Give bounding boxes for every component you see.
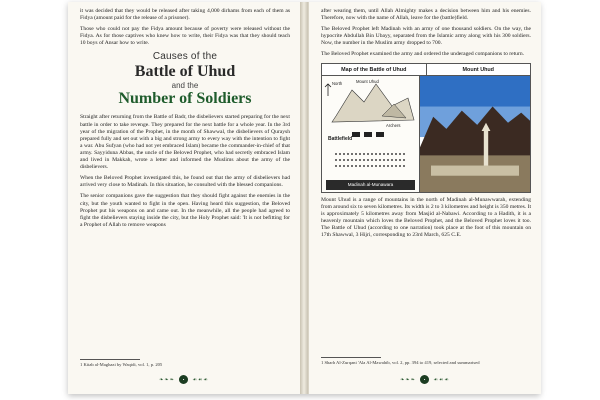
chapter-title bbox=[80, 51, 290, 108]
folio-ornament-left-r: ❧❧❧ bbox=[400, 378, 416, 383]
map-label-north: North bbox=[332, 80, 343, 86]
battle-map-illustration bbox=[322, 76, 420, 192]
right-page bbox=[308, 2, 541, 394]
book-gutter bbox=[300, 2, 308, 394]
folio-ornament-right: ☙☙☙ bbox=[192, 378, 209, 383]
army-block-1 bbox=[352, 132, 360, 137]
right-paragraph-2: The Beloved Prophet left Madinah with an army of one thousand soldiers. On the way, the hypocrite Abdullah Bin Ubayy, separated from the Islamic army along with his 300 soldiers. Now, the number in the Muslim army dropped to 700. bbox=[321, 26, 531, 47]
left-body-paragraph-2: When the Beloved Prophet investigated this, he found out that the army of disbelievers had arrived very close to Madinah. In this situation, he consulted with the blessed companions. bbox=[80, 175, 290, 189]
left-footnote-text: 1 Kitab al-Maghazi by Waqidi, vol. 1, p. 205 bbox=[80, 362, 163, 367]
chapter-title-line-3: and the bbox=[171, 81, 199, 91]
left-page bbox=[68, 2, 301, 394]
folio-ornament-left: ❧❧❧ bbox=[159, 378, 175, 383]
map-header bbox=[322, 64, 530, 76]
chapter-title-line-4: Number of Soldiers bbox=[118, 90, 252, 108]
left-body-paragraph-1: Straight after returning from the Battle of Badr, the disbelievers started preparing for the next battle in order to take revenge. They prepared for the next battle for a whole year. In the 3rd year of the migration of the Prophet, in the month of Shawwal, the disbelievers of Quraysh prepared fully and set out with a big and strong army to every way with the intention to fight a war. Abu Sufyan (who had not yet embraced Islam) became the commander-in-chief of that army. Sayyiduna Abbas, the uncle of the Beloved Prophet, who had secretly embraced Islam and lived in Makkah, wrote a letter and informed the Muslims about the army of the disbelievers. bbox=[80, 114, 290, 171]
right-folio bbox=[309, 375, 541, 384]
left-intro-paragraph-1: it was decided that they would be released after taking 4,000 dirhams from each of them as Fidya (amount paid for the release of a prisoner). bbox=[80, 8, 290, 22]
map-header-left: Map of the Battle of Uhud bbox=[322, 64, 427, 76]
uhud-map-figure bbox=[321, 63, 531, 193]
map-label-archers: Archers bbox=[386, 122, 401, 128]
right-paragraph-4: Mount Uhud is a range of mountains in the north of Madinah al-Munawwarah, extending from around six to seven kilometres. Its width is 2 to 3 kilometres and height is 350 metres. It is approximately 5 kilometres away from Masjid al-Nabawi. According to a Hadith, it is a heavenly mountain which loves the Beloved Prophet, and the Beloved Prophet loves it too. The Battle of Uhud (according to one narration) took place at the foot of this mountain on 17th Shawwal, 3 Hijri, corresponding to 23rd March, 625 C.E. bbox=[321, 196, 531, 239]
chapter-title-line-2: Battle of Uhud bbox=[134, 63, 236, 81]
north-arrow-icon bbox=[325, 84, 331, 96]
folio-ornament-right-r: ☙☙☙ bbox=[433, 378, 450, 383]
map-label-city: Madinah al-Munawara bbox=[326, 180, 415, 190]
right-footnote bbox=[321, 357, 531, 366]
left-page-text bbox=[80, 8, 290, 233]
map-label-mount: Mount Uhud bbox=[356, 78, 379, 84]
right-paragraph-3: The Beloved Prophet examined the army and ordered the underaged companions to return. bbox=[321, 51, 525, 58]
left-footnote bbox=[80, 359, 290, 368]
mount-uhud-photo-drawing bbox=[420, 76, 530, 192]
army-block-3 bbox=[376, 132, 384, 137]
open-book bbox=[68, 2, 540, 394]
map-header-right: Mount Uhud bbox=[427, 64, 531, 76]
map-label-battlefield: Battlefield bbox=[328, 135, 353, 142]
soldier-dots bbox=[335, 153, 405, 167]
right-paragraph-1: after wearing them, until Allah Almighty makes a decision between him and his enemies. Therefore, now with the name of Allah, leave for the (battle)field. bbox=[321, 8, 531, 22]
chapter-title-line-1: Causes of the bbox=[152, 51, 218, 63]
right-page-text bbox=[321, 8, 531, 243]
battle-map-drawing bbox=[322, 76, 419, 190]
left-body-paragraph-3: The senior companions gave the suggestion that they should fight against the enemies in the city, but the youth wanted to fight in the open. Having heard this suggestion, the Beloved Prophet put his weapons on and came out. In the meanwhile, all the people had agreed to fight the disbelievers staying inside the city, but the Holy Prophet said: 'It is not befitting for a Prophet of Allah to remove weapons bbox=[80, 193, 290, 228]
footnote-rule-right bbox=[321, 357, 381, 358]
footnote-rule bbox=[80, 359, 140, 360]
army-block-2 bbox=[364, 132, 372, 137]
left-folio bbox=[68, 375, 300, 384]
page-number-badge-right: • bbox=[420, 375, 429, 384]
page-number-badge: • bbox=[179, 375, 188, 384]
mount-uhud-photo bbox=[420, 76, 530, 192]
right-footnote-text: 1 Sharh Al-Zurqani 'Ala Al-Mawahib, vol. 2, pp. 394 to 419, selected and summarised bbox=[321, 360, 480, 365]
left-intro-paragraph-2: Those who could not pay the Fidya amount because of poverty were released without the Fidya. As for those captives who knew how to write, their Fidya was that they should teach 10 boys of Ansar how to write. bbox=[80, 26, 290, 47]
